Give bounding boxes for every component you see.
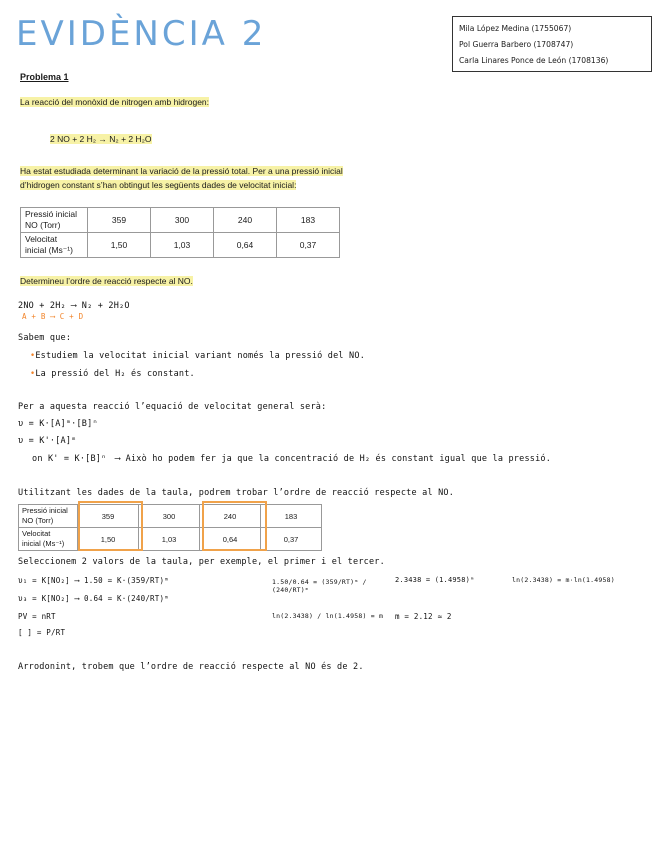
problem-intro: La reacció del monòxid de nitrogen amb hidrogen:: [20, 97, 210, 107]
table-cell: 1,03: [151, 233, 214, 258]
table-cell: 0,64: [200, 528, 261, 551]
table-row-label: Pressió inicial NO (Torr): [19, 505, 78, 528]
table-cell: 359: [88, 208, 151, 233]
sabem-label: Sabem que:: [18, 333, 72, 343]
table-intro: Utilitzant les dades de la taula, podrem trobar l’ordre de reacció respecte al NO.: [18, 488, 455, 498]
solution-reaction: 2NO + 2H₂ ⟶ N₂ + 2H₂O: [18, 301, 130, 311]
table-cell: 1,50: [78, 528, 139, 551]
bullet-item: •La pressió del H₂ és constant.: [30, 369, 195, 379]
problem-context: Ha estat estudiada determinant la variació de la pressió total. Per a una pressió inicial d’hidrogen constant s’han obtingut les següents dades de velocitat inicial:: [20, 166, 343, 190]
rate-simplified: υ = K'·[A]ᵐ: [18, 436, 77, 446]
table-cell: 183: [261, 505, 322, 528]
conclusion: Arrodonint, trobem que l’ordre de reacció respecte al NO és de 2.: [18, 662, 364, 672]
table-row-label: Velocitat inicial (Ms⁻¹): [19, 528, 78, 551]
k-prime: on K' = K·[B]ⁿ: [32, 454, 107, 464]
reaction-letters: A + B ⟶ C + D: [22, 312, 84, 321]
equation-3: PV = nRT: [18, 612, 56, 621]
table-cell: 300: [151, 208, 214, 233]
table-cell: 1,03: [139, 528, 200, 551]
table-cell: 1,50: [88, 233, 151, 258]
equation-1: υ₁ = K[NO₂] ⟶ 1.50 = K·(359/RT)ᵐ: [18, 576, 169, 585]
table-cell: 0,37: [277, 233, 340, 258]
table-cell: 300: [139, 505, 200, 528]
ln-ratio: ln(2.3438) / ln(1.4958) = m: [272, 612, 384, 620]
rate-general: υ = K·[A]ᵐ·[B]ⁿ: [18, 419, 98, 429]
page-title: EVIDÈNCIA 2: [16, 14, 267, 54]
table-cell: 183: [277, 208, 340, 233]
reaction-equation: 2 NO + 2 H₂ → N₂ + 2 H₂O: [50, 134, 152, 144]
table-row-label: Pressió inicial NO (Torr): [21, 208, 88, 233]
bullet-item: •Estudiem la velocitat inicial variant només la pressió del NO.: [30, 351, 366, 361]
author-names-box: [452, 16, 652, 72]
table-cell: 0,64: [214, 233, 277, 258]
author-name: Carla Linares Ponce de León (1708136): [459, 56, 609, 65]
table-cell: 0,37: [261, 528, 322, 551]
author-name: Mila López Medina (1755067): [459, 24, 572, 33]
k-prime-note: ⟶ Això ho podem fer ja que la concentració de H₂ és constant igual que la pressió.: [115, 454, 552, 464]
equation-4: [ ] = P/RT: [18, 628, 66, 637]
table-cell: 359: [78, 505, 139, 528]
highlight-box-third: [202, 501, 267, 551]
data-table: [20, 207, 340, 258]
data-table-copy: [18, 504, 322, 551]
problem-heading: Problema 1: [20, 72, 69, 82]
problem-question: Determineu l’ordre de reacció respecte al NO.: [20, 276, 193, 286]
ratio-equation: 1.50/0.64 = (359/RT)ᵐ / (240/RT)ᵐ: [272, 578, 367, 594]
highlight-box-first: [78, 501, 143, 551]
table-cell: 240: [214, 208, 277, 233]
ratio-result: 2.3438 = (1.4958)ᵐ: [395, 576, 475, 584]
m-result: m = 2.12 ≈ 2: [395, 612, 452, 621]
ln-equation: ln(2.3438) = m·ln(1.4958): [512, 576, 615, 584]
equation-2: υ₃ = K[NO₂] ⟶ 0.64 = K·(240/RT)ᵐ: [18, 594, 169, 603]
table-row-label: Velocitat inicial (Ms⁻¹): [21, 233, 88, 258]
select-line: Seleccionem 2 valors de la taula, per exemple, el primer i el tercer.: [18, 557, 385, 567]
table-cell: 240: [200, 505, 261, 528]
author-name: Pol Guerra Barbero (1708747): [459, 40, 574, 49]
rate-intro: Per a aquesta reacció l’equació de velocitat general serà:: [18, 402, 327, 412]
